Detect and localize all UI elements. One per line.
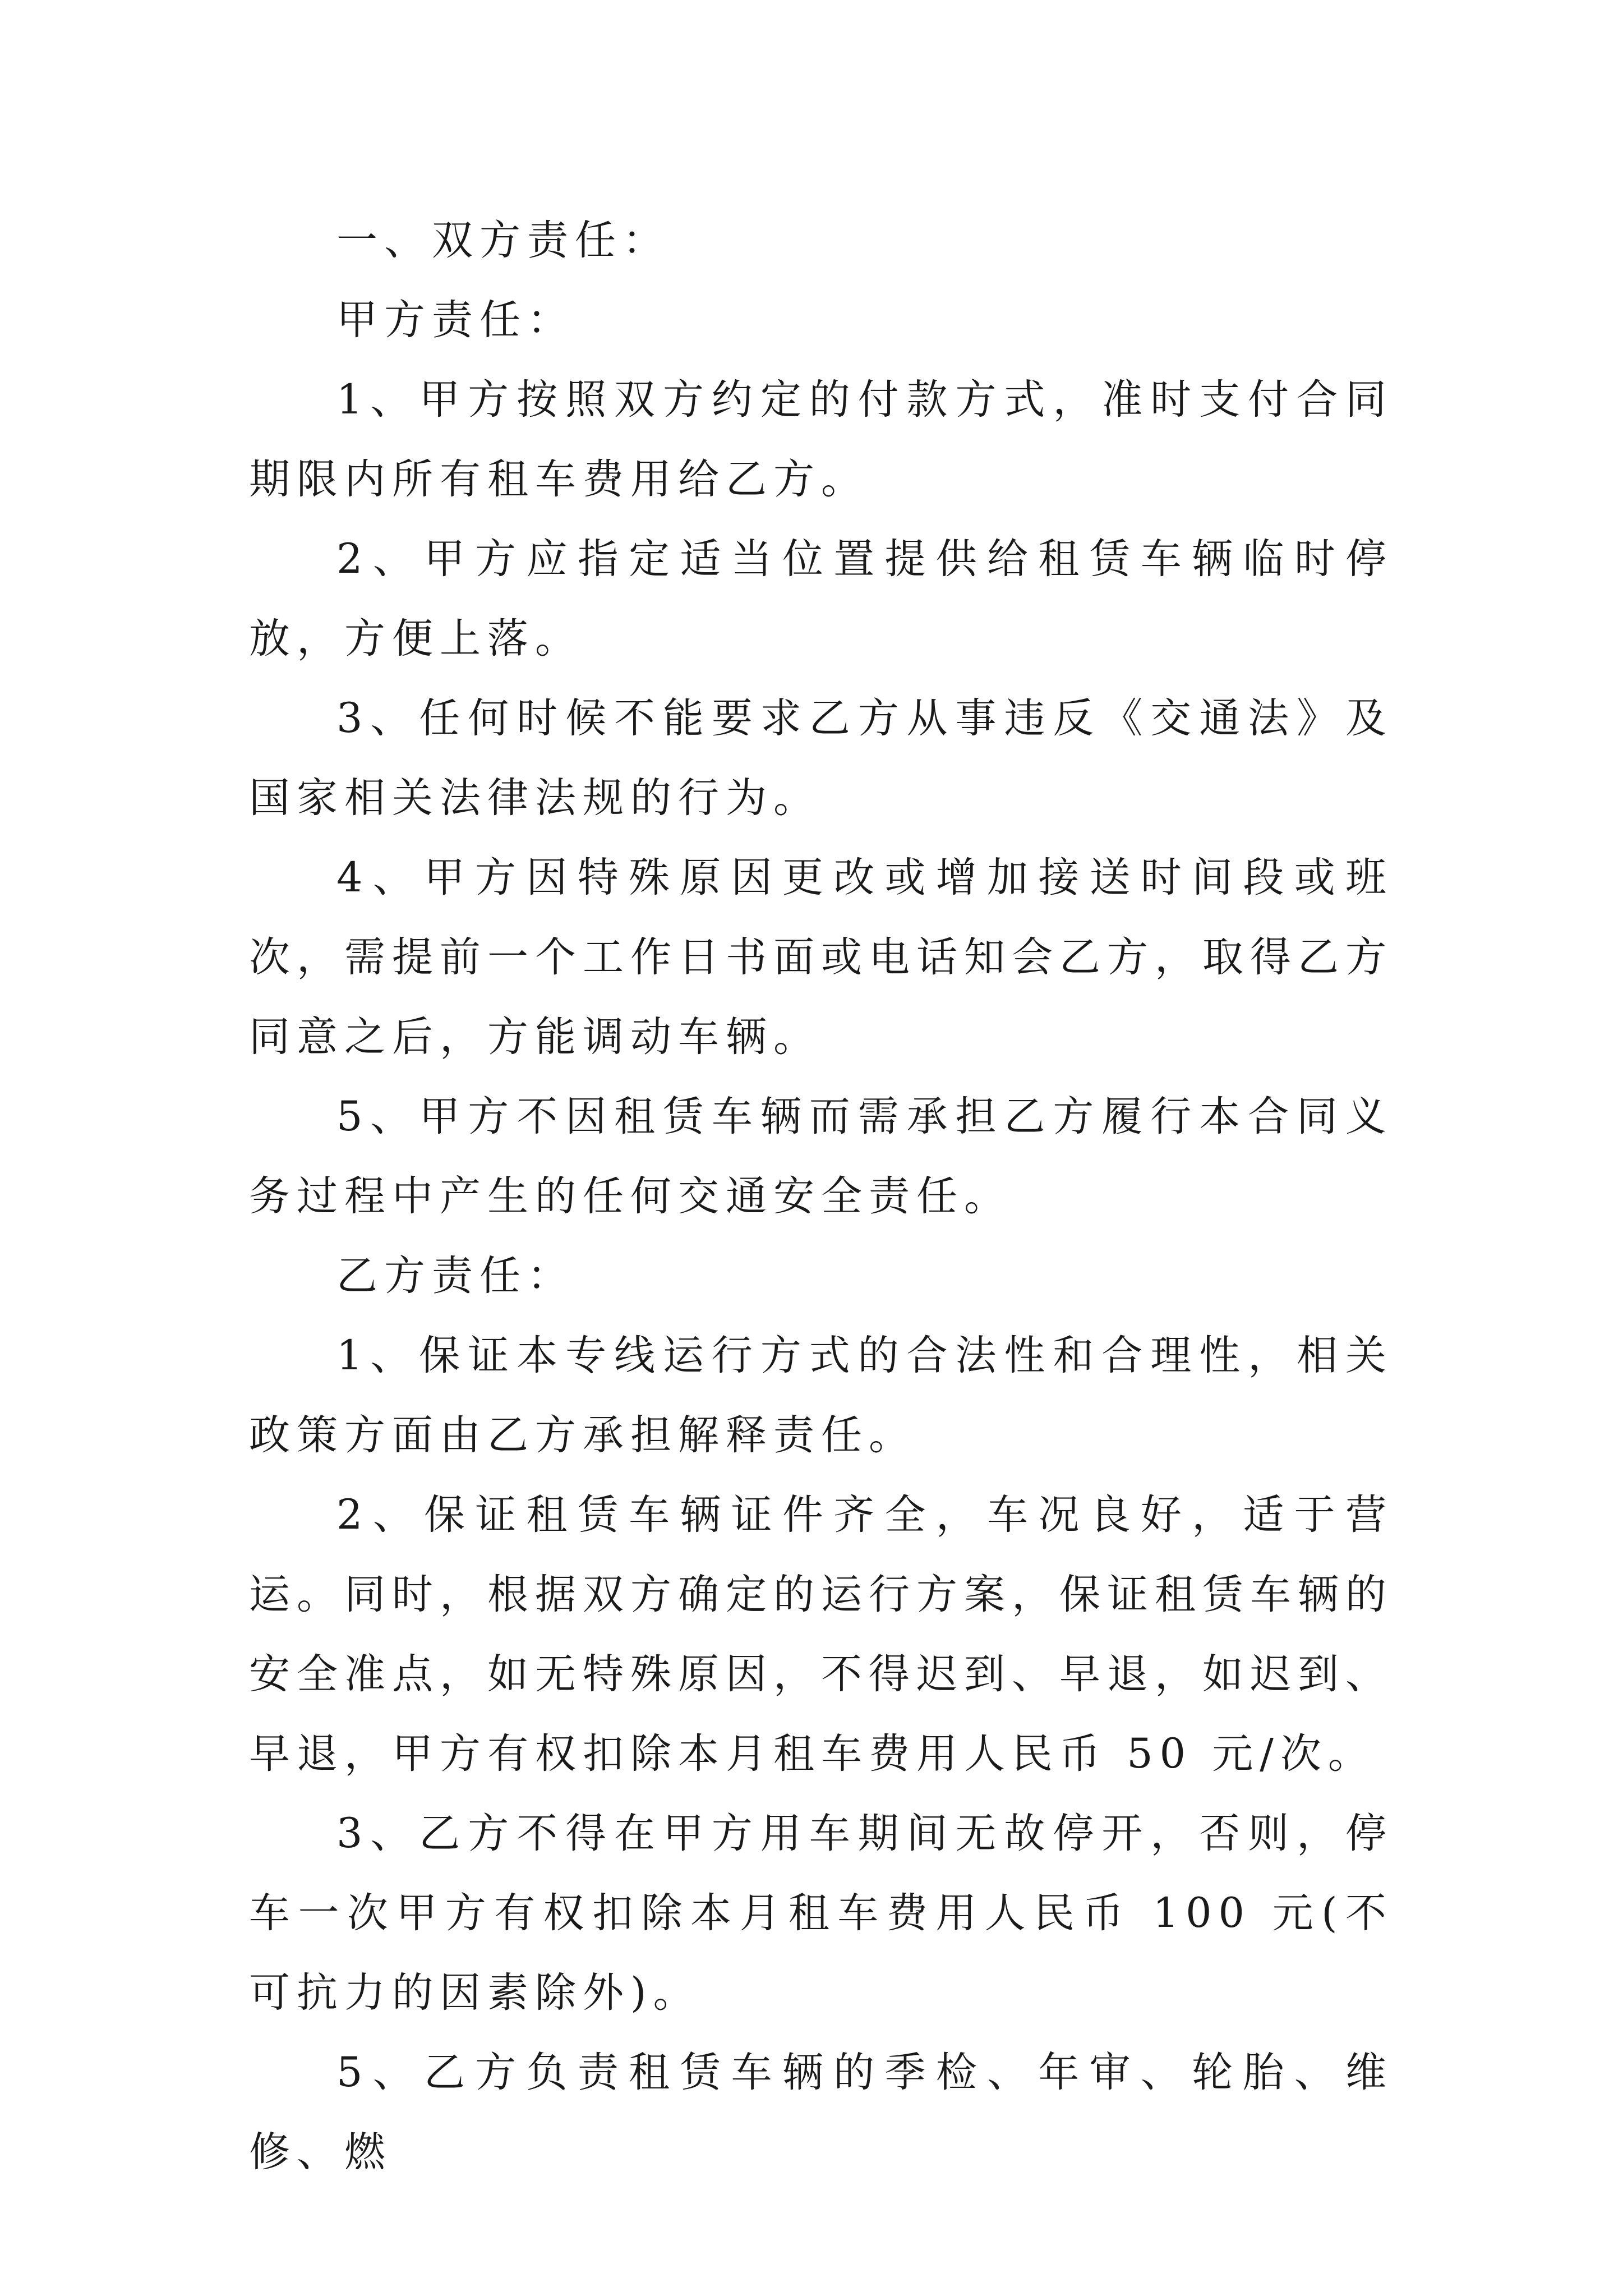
- party-a-clause-4: 4、甲方因特殊原因更改或增加接送时间段或班次，需提前一个工作日书面或电话知会乙方，取得乙方同意之后，方能调动车辆。: [249, 854, 1393, 1061]
- party-a-clause-2: 2、甲方应指定适当位置提供给租赁车辆临时停放，方便上落。: [249, 535, 1393, 662]
- party-b-clause-5-partial: 5、乙方负责租赁车辆的季检、年审、轮胎、维修、燃: [249, 2049, 1393, 2176]
- party-b-clause-1: 1、保证本专线运行方式的合法性和合理性，相关政策方面由乙方承担解释责任。: [249, 1332, 1393, 1459]
- party-b-clause-3: 3、乙方不得在甲方用车期间无故停开，否则，停车一次甲方有权扣除本月租车费用人民币 100 元(不可抗力的因素除外)。: [249, 1810, 1393, 2017]
- document-body: [249, 201, 1393, 2192]
- party-b-clause-2: 2、保证租赁车辆证件齐全，车况良好，适于营运。同时，根据双方确定的运行方案，保证租赁车辆的安全准点，如无特殊原因，不得迟到、早退，如迟到、早退，甲方有权扣除本月租车费用人民币 50 元/次。: [249, 1491, 1393, 1778]
- section-heading-mutual-responsibilities: 一、双方责任：: [336, 217, 670, 264]
- party-a-clause-1: 1、甲方按照双方约定的付款方式，准时支付合同期限内所有租车费用给乙方。: [249, 376, 1393, 503]
- subheading-party-a-responsibilities: 甲方责任：: [336, 296, 575, 344]
- party-a-clause-3: 3、任何时候不能要求乙方从事违反《交通法》及国家相关法律法规的行为。: [249, 694, 1393, 822]
- party-a-clause-5: 5、甲方不因租赁车辆而需承担乙方履行本合同义务过程中产生的任何交通安全责任。: [249, 1093, 1393, 1220]
- subheading-party-b-responsibilities: 乙方责任：: [336, 1252, 575, 1300]
